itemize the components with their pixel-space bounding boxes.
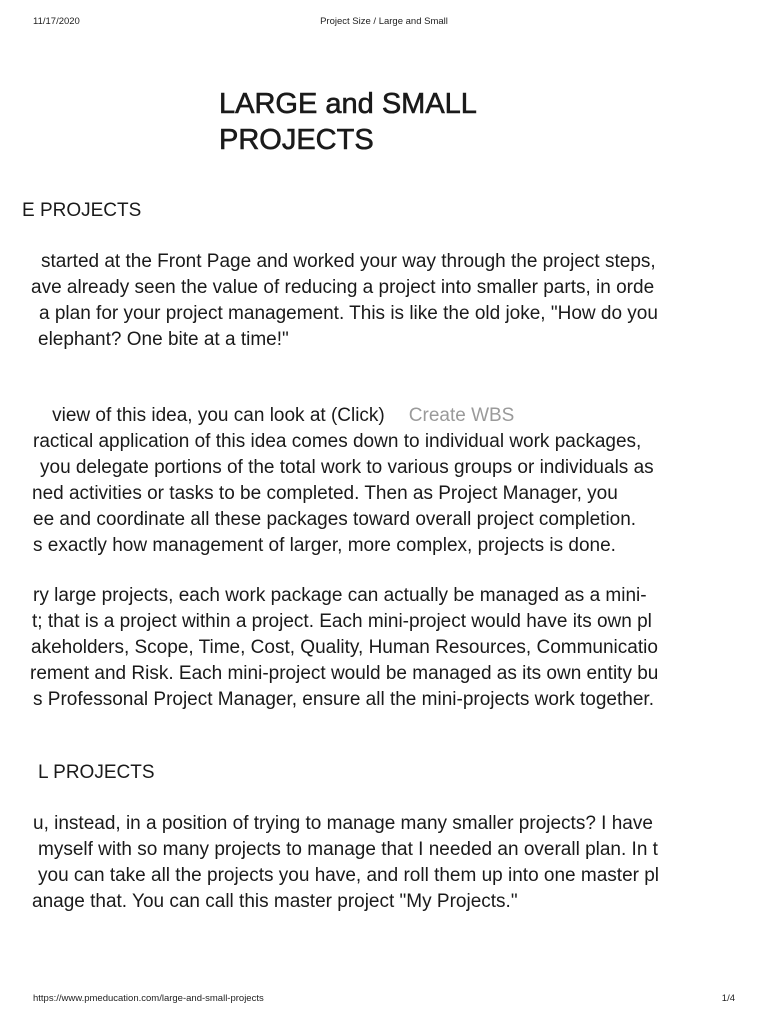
paragraph-line: ave already seen the value of reducing a project into smaller parts, in orde — [31, 277, 655, 298]
print-page-title: Project Size / Large and Small — [320, 16, 448, 27]
paragraph-line: ned activities or tasks to be completed. Then as Project Manager, you — [32, 483, 618, 504]
paragraph-line: started at the Front Page and worked your way through the project steps, — [41, 251, 656, 272]
paragraph-line: s exactly how management of larger, more complex, projects is done. — [33, 535, 616, 556]
review-text: view of this idea, you can look at (Click) — [52, 405, 385, 426]
print-date: 11/17/2020 — [33, 16, 80, 27]
small-projects-heading: L PROJECTS — [38, 762, 155, 783]
paragraph-line: rement and Risk. Each mini-project would be managed as its own entity bu — [30, 663, 659, 684]
paragraph-line: you delegate portions of the total work to various groups or individuals as — [40, 457, 654, 478]
paragraph-line: ee and coordinate all these packages toward overall project completion. — [33, 509, 637, 530]
paragraph-line: s Professonal Project Manager, ensure all the mini-projects work together. — [33, 689, 654, 710]
paragraph-line: myself with so many projects to manage that I needed an overall plan. In t — [38, 839, 658, 860]
page-number: 1/4 — [721, 993, 735, 1004]
large-projects-heading: E PROJECTS — [22, 200, 142, 221]
paragraph-line: u, instead, in a position of trying to manage many smaller projects? I have — [33, 813, 653, 834]
page-url: https://www.pmeducation.com/large-and-small-projects — [33, 993, 264, 1004]
paragraph-line: a plan for your project management. This is like the old joke, "How do you — [39, 303, 658, 324]
print-footer — [0, 993, 768, 1007]
paragraph-line: akeholders, Scope, Time, Cost, Quality, Human Resources, Communicatio — [31, 637, 658, 658]
paragraph-line: ry large projects, each work package can actually be managed as a mini- — [33, 585, 647, 606]
create-wbs-link[interactable]: Create WBS — [408, 405, 515, 426]
paragraph-line: elephant? One bite at a time!" — [38, 329, 289, 350]
paragraph-line: t; that is a project within a project. Each mini-project would have its own pl — [32, 611, 652, 632]
paragraph-line: you can take all the projects you have, and roll them up into one master pl — [38, 865, 660, 886]
paragraph-line: ractical application of this idea comes down to individual work packages, — [33, 431, 642, 452]
page-title: LARGE and SMALL PROJECTS — [219, 88, 477, 156]
paragraph-line: anage that. You can call this master project "My Projects." — [32, 891, 518, 912]
